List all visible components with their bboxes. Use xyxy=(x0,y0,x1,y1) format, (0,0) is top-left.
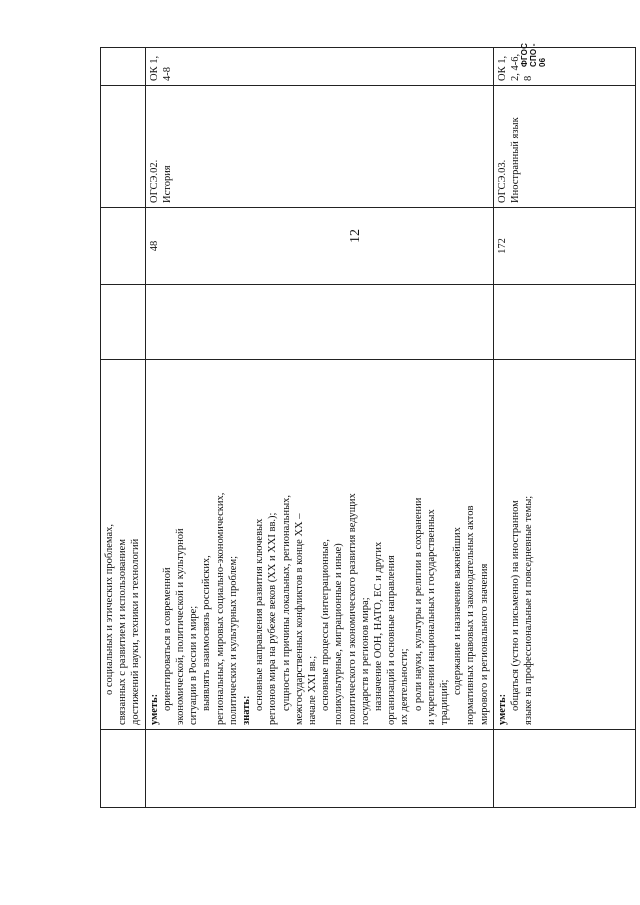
cell-requirements xyxy=(101,360,146,730)
text-line: поликультурные, миграционные и иные) xyxy=(333,543,345,725)
hours-value: 48 xyxy=(145,208,493,285)
text-line: межгосударственных конфликтов в конце XX – xyxy=(293,513,305,725)
cell-discipline xyxy=(493,86,635,208)
text-line: общаться (устно и письменно) на иностранном xyxy=(510,500,522,711)
discipline-code: ОГСЭ.02. xyxy=(148,159,160,203)
curriculum-table xyxy=(100,47,636,808)
znat-heading: знать: xyxy=(241,695,253,725)
text-line: основные направления развития ключевых xyxy=(254,518,266,711)
text-line: основные процессы (интеграционные, xyxy=(320,539,332,711)
umet-heading: уметь: xyxy=(148,693,160,725)
competences-value: ОК 1, 4-8 xyxy=(145,48,493,86)
text-line: их деятельности; xyxy=(399,648,411,725)
text-line: начале XXI вв.; xyxy=(307,655,319,725)
text-line: достижений науки, техники и технологий xyxy=(130,538,142,725)
text-line: о социальных и этических проблемах, xyxy=(104,524,115,695)
text-line: организаций и основные направления xyxy=(386,555,398,725)
cell-total-hours xyxy=(145,285,493,360)
text-line: государств и регионов мира; xyxy=(359,597,371,725)
text-line: нормативных правовых и законодательных актов xyxy=(465,505,477,725)
text-line: политических и культурных проблем; xyxy=(227,555,239,725)
text-line: мирового и регионального значения xyxy=(478,563,490,725)
text-line: региональных, мировых социально-экономических, xyxy=(214,492,226,725)
text-line: языке на профессиональные и повседневные темы; xyxy=(523,495,535,725)
table-row-history xyxy=(145,48,493,808)
hours-value: 172 xyxy=(493,208,635,285)
page-number: 12 xyxy=(348,229,363,243)
text-line: сущность и причины локальных, региональных, xyxy=(280,494,292,711)
text-line: и укреплении национальных и государственных xyxy=(425,509,437,725)
text-line: политического и экономического развития ведущих xyxy=(346,493,358,725)
cell-index xyxy=(101,730,146,808)
table-row-foreign-language xyxy=(493,48,635,808)
cell-discipline xyxy=(101,86,146,208)
table-row-continuation xyxy=(101,48,146,808)
cell-requirements xyxy=(493,360,635,730)
cell-hours xyxy=(101,208,146,285)
text-line: связанных с развитием и использованием xyxy=(117,539,129,725)
cell-discipline xyxy=(145,86,493,208)
cell-total-hours xyxy=(101,285,146,360)
cell-requirements xyxy=(145,360,493,730)
cell-index xyxy=(145,730,493,808)
cell-total-hours xyxy=(493,285,635,360)
text-line: традиций; xyxy=(439,679,451,725)
rotated-landscape-content xyxy=(100,42,600,808)
competences-value: ОК 1, 2, 4-6, 8 xyxy=(493,48,635,86)
cell-competences xyxy=(101,48,146,86)
text-line: назначение ООН, НАТО, ЕС и других xyxy=(373,541,385,711)
text-line: регионов мира на рубеже веков (XX и XXI вв.); xyxy=(267,512,279,725)
cell-index xyxy=(493,730,635,808)
text-line: ситуации в России и мире; xyxy=(188,605,200,725)
umet-heading: уметь: xyxy=(496,693,508,725)
text-line: содержание и назначение важнейших xyxy=(452,527,464,695)
text-line: экономической, политической и культурной xyxy=(175,528,187,725)
discipline-name: История xyxy=(161,165,173,203)
discipline-name: Иностранный язык xyxy=(510,117,522,203)
footer-stamp: ФГОС СПО - 06 xyxy=(520,42,547,67)
text-line: выявлять взаимосвязь российских, xyxy=(201,555,213,711)
text-line: о роли науки, культуры и религии в сохранении xyxy=(412,497,424,711)
text-line: ориентироваться в современной xyxy=(161,567,173,711)
discipline-code: ОГСЭ.03. xyxy=(496,159,508,203)
